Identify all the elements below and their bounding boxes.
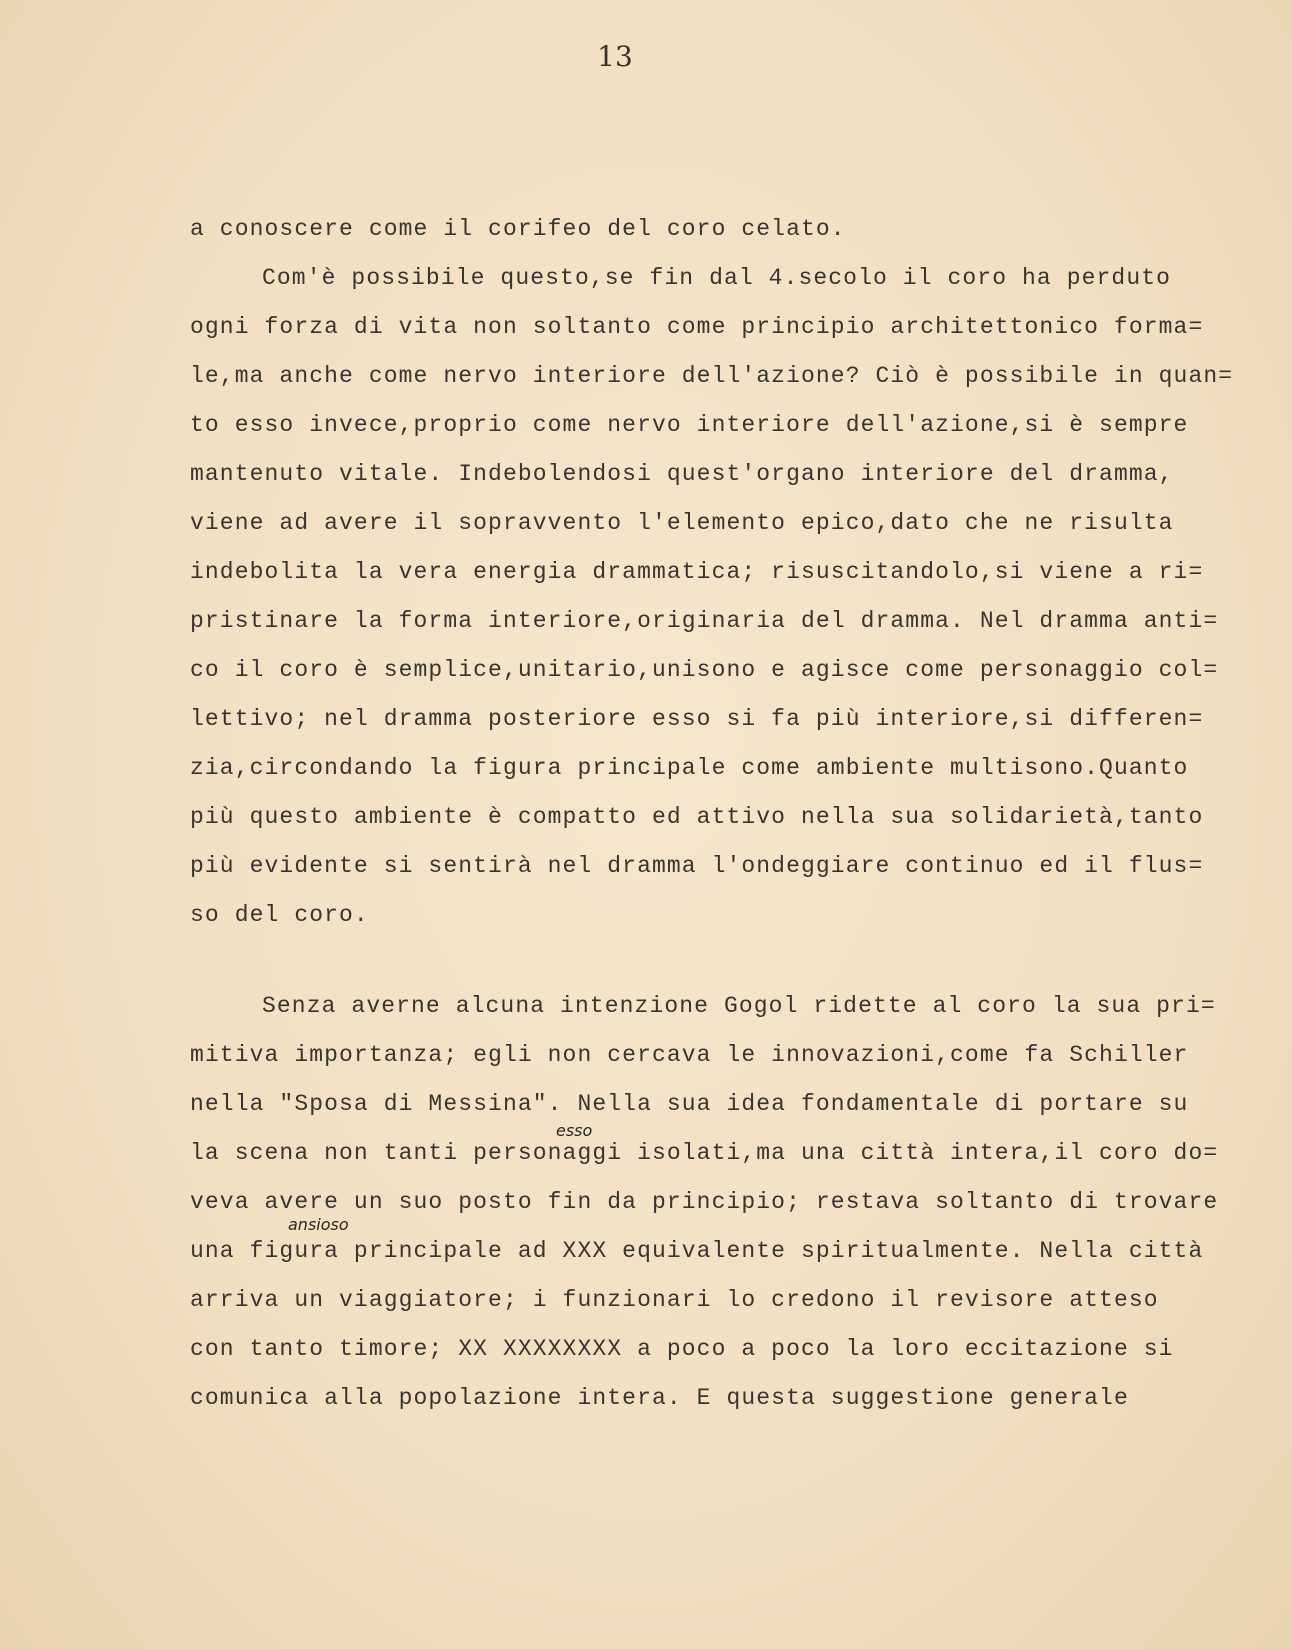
text-line: una figura principale ad XXX equivalente spiritualmente. Nella città: [190, 1238, 1204, 1264]
text-line: zia,circondando la figura principale come ambiente multisono.Quanto: [190, 755, 1189, 781]
text-line: più evidente si sentirà nel dramma l'ondeggiare continuo ed il flus=: [190, 853, 1204, 879]
text-line: viene ad avere il sopravvento l'elemento epico,dato che ne risulta: [190, 510, 1174, 536]
text-line: mantenuto vitale. Indebolendosi quest'organo interiore del dramma,: [190, 461, 1174, 487]
handwritten-insertion-esso: esso: [556, 1121, 593, 1140]
text-line: le,ma anche come nervo interiore dell'azione? Ciò è possibile in quan=: [190, 363, 1234, 389]
text-line: so del coro.: [190, 902, 369, 928]
paragraph-gap: [190, 940, 1250, 982]
text-line: mitiva importanza; egli non cercava le innovazioni,come fa Schiller: [190, 1042, 1189, 1068]
text-line: pristinare la forma interiore,originaria del dramma. Nel dramma anti=: [190, 608, 1219, 634]
text-line: Senza averne alcuna intenzione Gogol ridette al coro la sua pri=: [262, 993, 1216, 1019]
text-line: veva avere un suo posto fin da principio; restava soltanto di trovare: [190, 1189, 1219, 1215]
text-line: co il coro è semplice,unitario,unisono e agisce come personaggio col=: [190, 657, 1219, 683]
text-line: con tanto timore; XX XXXXXXXX a poco a poco la loro eccitazione si: [190, 1336, 1174, 1362]
text-line: a conoscere come il corifeo del coro celato.: [190, 216, 846, 242]
text-line: arriva un viaggiatore; i funzionari lo credono il revisore atteso: [190, 1287, 1159, 1313]
handwritten-insertion-ansioso: ansioso: [288, 1215, 349, 1234]
text-line: Com'è possibile questo,se fin dal 4.secolo il coro ha perduto: [262, 265, 1172, 291]
body-text: [190, 205, 1250, 1423]
text-line: lettivo; nel dramma posteriore esso si fa più interiore,si differen=: [190, 706, 1204, 732]
text-line: to esso invece,proprio come nervo interiore dell'azione,si è sempre: [190, 412, 1189, 438]
text-line: ogni forza di vita non soltanto come principio architettonico forma=: [190, 314, 1204, 340]
page-number: 13: [597, 40, 633, 73]
text-line: più questo ambiente è compatto ed attivo nella sua solidarietà,tanto: [190, 804, 1204, 830]
text-line: nella "Sposa di Messina". Nella sua idea fondamentale di portare su: [190, 1091, 1189, 1117]
text-line: comunica alla popolazione intera. E questa suggestione generale: [190, 1385, 1129, 1411]
text-line: indebolita la vera energia drammatica; risuscitandolo,si viene a ri=: [190, 559, 1204, 585]
text-line: la scena non tanti personaggi isolati,ma una città intera,il coro do=: [190, 1140, 1219, 1166]
